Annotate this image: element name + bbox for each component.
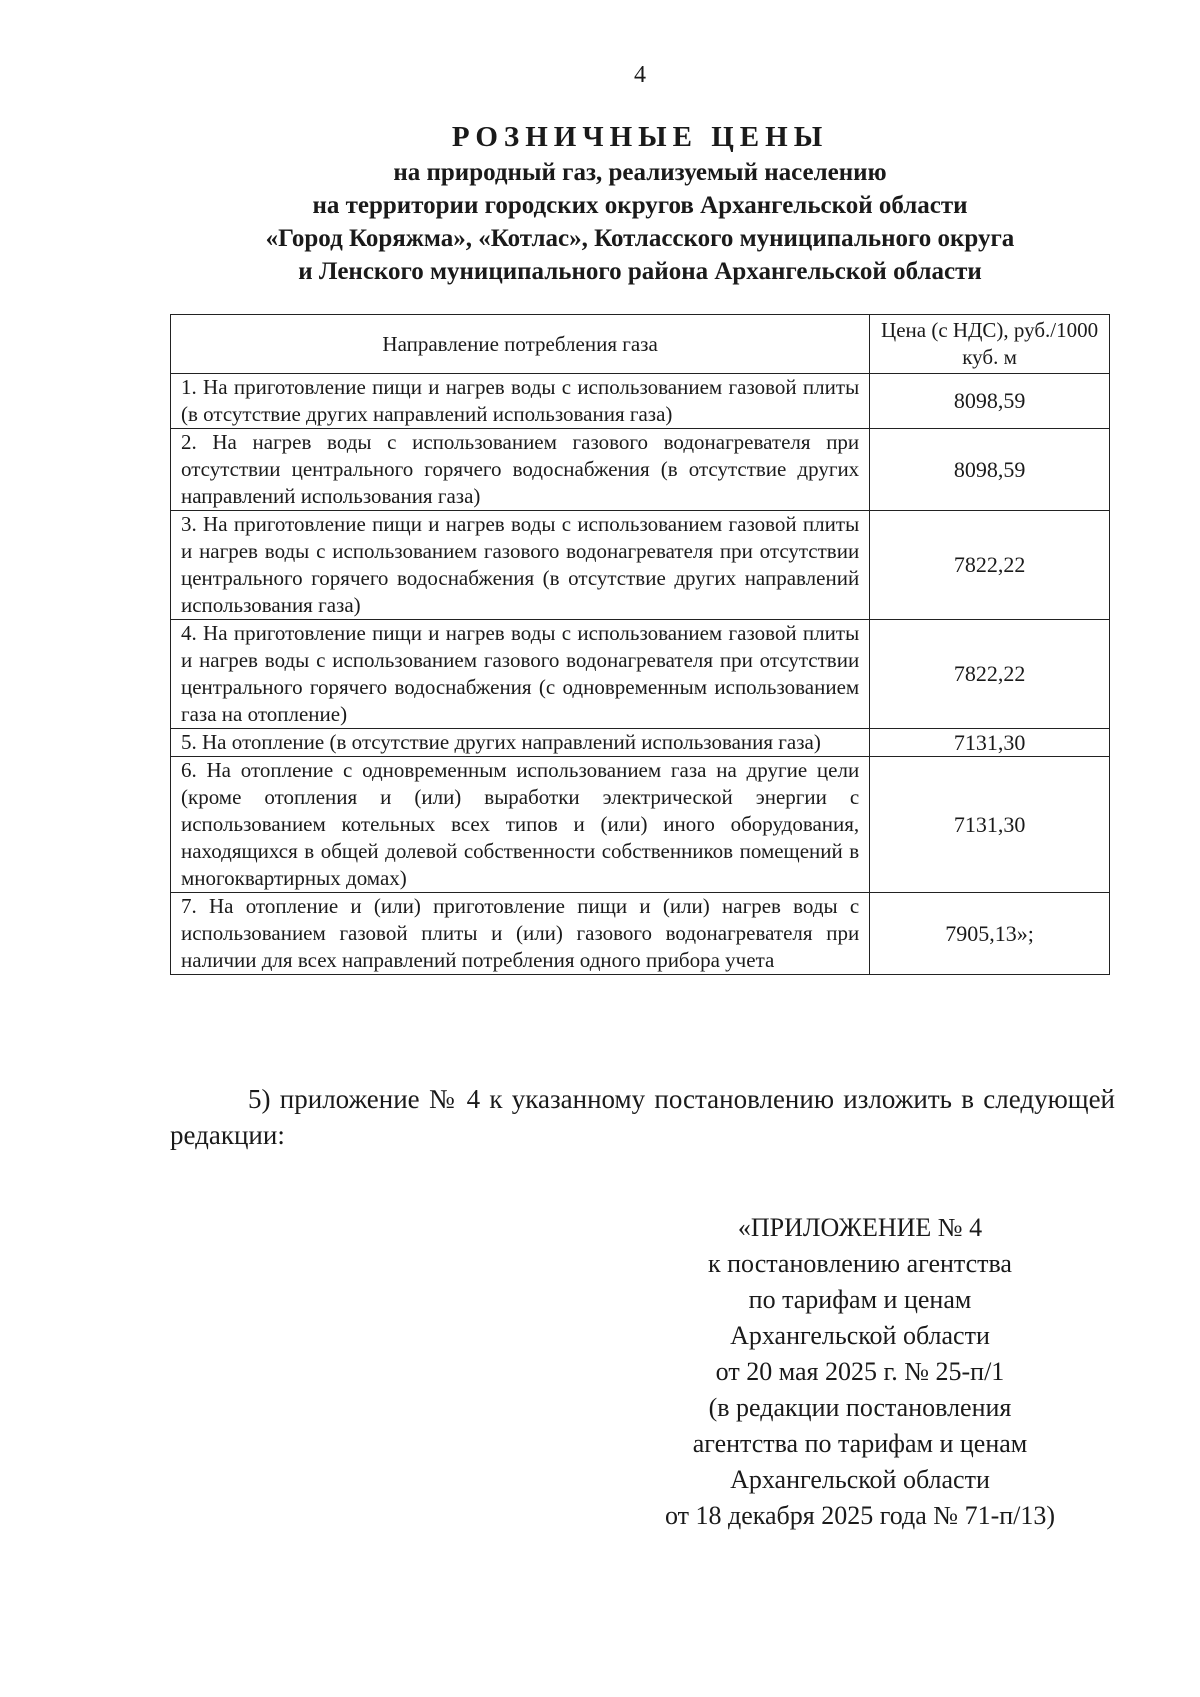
appendix-line: Архангельской области [730, 1321, 990, 1350]
table-row [171, 374, 1110, 429]
appendix-line: «ПРИЛОЖЕНИЕ № 4 [737, 1213, 983, 1242]
row-price: 8098,59 [870, 374, 1110, 429]
page-number: 4 [634, 62, 646, 88]
row-direction: 3. На приготовление пищи и нагрев воды с использованием газовой плиты и нагрев воды с использованием газового водонагревателя при отсутствии центрального горячего водоснабжения (в отсутствие других направлений использования газа) [171, 511, 870, 620]
appendix-line: от 18 декабря 2025 года № 71-п/13) [664, 1501, 1056, 1530]
title-line: на территории городских округов Архангельской области [312, 192, 968, 219]
row-direction: 5. На отопление (в отсутствие других направлений использования газа) [171, 729, 870, 757]
row-direction: 7. На отопление и (или) приготовление пищи и (или) нагрев воды с использованием газовой плиты и (или) газового водонагревателя при наличии для всех направлений потребления одного прибора учета [171, 893, 870, 975]
appendix-line: Архангельской области [730, 1465, 990, 1494]
row-price: 7822,22 [870, 620, 1110, 729]
title-line: и Ленского муниципального района Архангельской области [298, 258, 982, 285]
price-table [170, 314, 1110, 975]
title-line: на природный газ, реализуемый населению [393, 159, 887, 186]
appendix-line: агентства по тарифам и ценам [692, 1429, 1028, 1458]
appendix-line: (в редакции постановления [708, 1393, 1012, 1422]
row-direction: 6. На отопление с одновременным использованием газа на другие цели (кроме отопления и (или) выработки электрической энергии с использованием котельных всех типов и (или) иного оборудования, находящихся в общей долевой собственности собственников помещений в многоквартирных домах) [171, 757, 870, 893]
row-direction: 2. На нагрев воды с использованием газового водонагревателя при отсутствии центрального горячего водоснабжения (в отсутствие других направлений использования газа) [171, 429, 870, 511]
table-header-row [171, 315, 1110, 374]
appendix-line: по тарифам и ценам [748, 1285, 972, 1314]
appendix-line: от 20 мая 2025 г. № 25-п/1 [715, 1357, 1005, 1386]
header-price: Цена (с НДС), руб./1000 куб. м [870, 315, 1110, 374]
title-line: «Город Коряжма», «Котлас», Котласского муниципального округа [265, 225, 1015, 252]
title-main: РОЗНИЧНЫЕ ЦЕНЫ [451, 121, 829, 153]
table-row [171, 893, 1110, 975]
appendix-line: к постановлению агентства [708, 1249, 1012, 1278]
row-price: 7131,30 [870, 729, 1110, 757]
table-row [171, 511, 1110, 620]
row-price: 8098,59 [870, 429, 1110, 511]
document-title [170, 118, 1110, 288]
row-price: 7131,30 [870, 757, 1110, 893]
table-row [171, 729, 1110, 757]
row-direction: 1. На приготовление пищи и нагрев воды с использованием газовой плиты (в отсутствие других направлений использования газа) [171, 374, 870, 429]
row-direction: 4. На приготовление пищи и нагрев воды с использованием газовой плиты и нагрев воды с использованием газового водонагревателя при отсутствии центрального горячего водоснабжения (с одновременным использованием газа на отопление) [171, 620, 870, 729]
row-price: 7905,13»; [870, 893, 1110, 975]
clause-paragraph: 5) приложение № 4 к указанному постановлению изложить в следующей редакции: [170, 1084, 1115, 1150]
table-row [171, 757, 1110, 893]
appendix-heading [630, 1210, 1090, 1534]
header-direction: Направление потребления газа [171, 315, 870, 374]
table-row [171, 620, 1110, 729]
table-row [171, 429, 1110, 511]
row-price: 7822,22 [870, 511, 1110, 620]
